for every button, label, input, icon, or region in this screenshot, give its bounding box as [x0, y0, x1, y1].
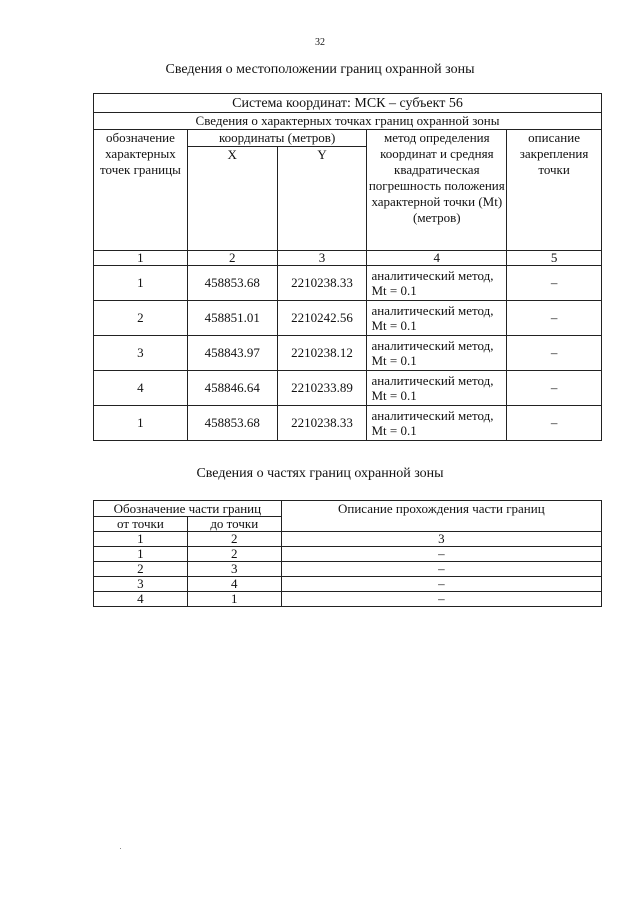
from-point: 2 — [94, 562, 188, 577]
table-row — [94, 406, 602, 441]
from-point: 4 — [94, 592, 188, 607]
y-value: 2210238.33 — [277, 266, 367, 301]
column-number: 5 — [507, 251, 602, 266]
from-point: 1 — [94, 547, 188, 562]
section-title-parts: Сведения о частях границ охранной зоны — [196, 466, 444, 481]
to-point: 1 — [187, 592, 281, 607]
x-value: 458853.68 — [187, 406, 277, 441]
table-row — [94, 371, 602, 406]
point-id: 1 — [94, 406, 188, 441]
fixing-value: – — [507, 371, 602, 406]
header-method: метод определения координат и средняя квадратическая погрешность положения характерной точки (Mt) (метров) — [367, 130, 507, 251]
table-row — [94, 266, 602, 301]
header-row — [94, 130, 602, 147]
method-value: аналитический метод, Mt = 0.1 — [367, 371, 507, 406]
to-point: 2 — [187, 547, 281, 562]
table-row — [94, 577, 602, 592]
table-row — [94, 547, 602, 562]
y-value: 2210238.12 — [277, 336, 367, 371]
y-value: 2210238.33 — [277, 406, 367, 441]
coordinates-table — [93, 93, 602, 441]
fixing-value: – — [507, 336, 602, 371]
section-label: Сведения о характерных точках границ охранной зоны — [94, 113, 602, 130]
from-point: 3 — [94, 577, 188, 592]
header-fixing: описание закрепления точки — [507, 130, 602, 251]
method-value: аналитический метод, Mt = 0.1 — [367, 266, 507, 301]
point-id: 3 — [94, 336, 188, 371]
parts-header-row — [94, 501, 602, 517]
boundary-parts-table — [93, 500, 602, 607]
point-id: 4 — [94, 371, 188, 406]
part-description: – — [281, 547, 601, 562]
header-designation: обозначение характерных точек границы — [94, 130, 188, 251]
header-x: X — [187, 147, 277, 251]
part-description: – — [281, 562, 601, 577]
fixing-value: – — [507, 266, 602, 301]
table-row — [94, 562, 602, 577]
column-number: 4 — [367, 251, 507, 266]
table-row — [94, 301, 602, 336]
table-row — [94, 592, 602, 607]
parts-column-number-row — [94, 532, 602, 547]
part-description: – — [281, 592, 601, 607]
header-from-point: от точки — [94, 517, 188, 532]
y-value: 2210242.56 — [277, 301, 367, 336]
coord-system-row — [94, 94, 602, 113]
section-row — [94, 113, 602, 130]
point-id: 2 — [94, 301, 188, 336]
column-number: 2 — [187, 532, 281, 547]
header-part-designation: Обозначение части границ — [94, 501, 282, 517]
fixing-value: – — [507, 301, 602, 336]
point-id: 1 — [94, 266, 188, 301]
method-value: аналитический метод, Mt = 0.1 — [367, 301, 507, 336]
x-value: 458851.01 — [187, 301, 277, 336]
y-value: 2210233.89 — [277, 371, 367, 406]
column-number-row — [94, 251, 602, 266]
column-number: 1 — [94, 532, 188, 547]
to-point: 4 — [187, 577, 281, 592]
part-description: – — [281, 577, 601, 592]
column-number: 3 — [281, 532, 601, 547]
x-value: 458853.68 — [187, 266, 277, 301]
column-number: 3 — [277, 251, 367, 266]
table-row — [94, 336, 602, 371]
header-to-point: до точки — [187, 517, 281, 532]
x-value: 458843.97 — [187, 336, 277, 371]
fixing-value: – — [507, 406, 602, 441]
method-value: аналитический метод, Mt = 0.1 — [367, 336, 507, 371]
header-part-description: Описание прохождения части границ — [281, 501, 601, 532]
x-value: 458846.64 — [187, 371, 277, 406]
scan-speck — [120, 848, 121, 849]
coordinate-system-label: Система координат: МСК – субъект 56 — [94, 94, 602, 113]
header-y: Y — [277, 147, 367, 251]
header-coordinates: координаты (метров) — [187, 130, 367, 147]
to-point: 3 — [187, 562, 281, 577]
column-number: 2 — [187, 251, 277, 266]
section-title-location: Сведения о местоположении границ охранной зоны — [165, 62, 475, 77]
column-number: 1 — [94, 251, 188, 266]
page-number: 32 — [315, 37, 325, 48]
method-value: аналитический метод, Mt = 0.1 — [367, 406, 507, 441]
